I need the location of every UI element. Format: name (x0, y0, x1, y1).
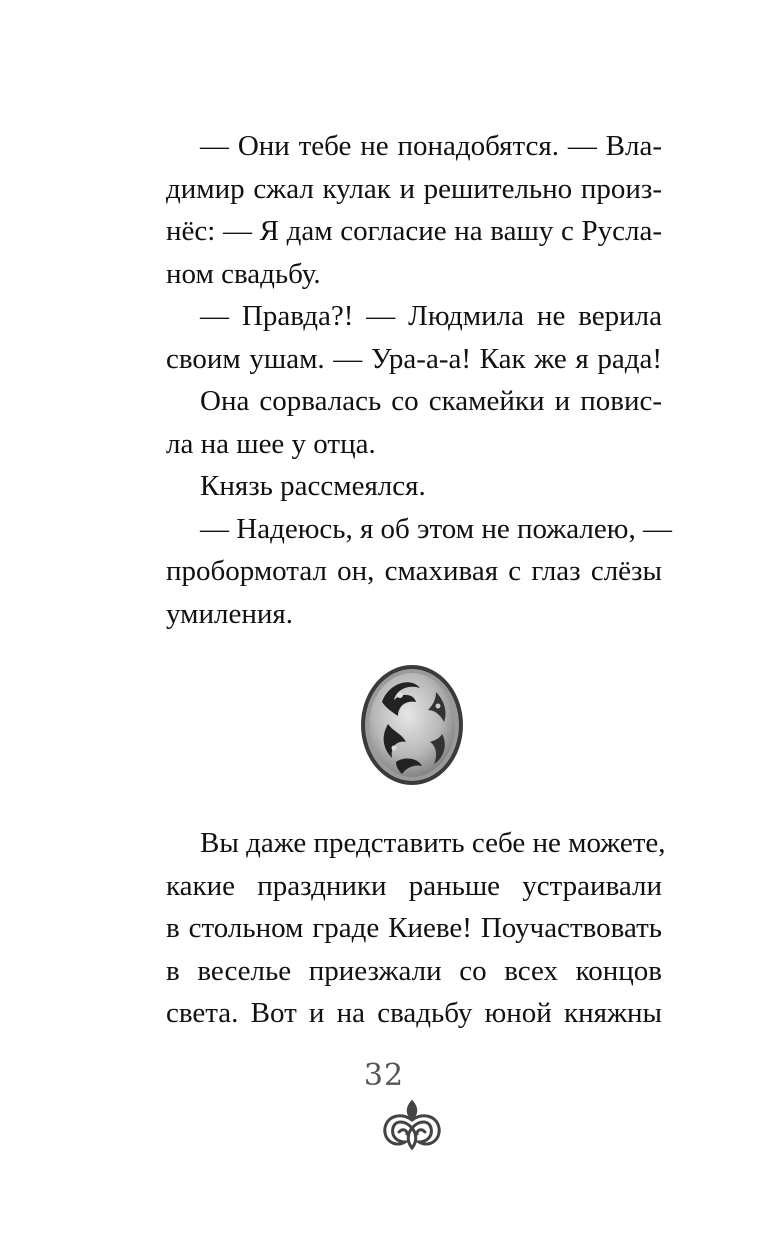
text-line: — Они тебе не понадобятся. — Вла- (200, 130, 662, 162)
text-line: — Правда?! — Людмила не верила (200, 300, 662, 332)
body-text-top (166, 125, 672, 635)
text-line: димир сжал кулак и решительно произ- (166, 172, 662, 205)
text-line: в веселье приезжали со всех концов (166, 954, 662, 987)
text-line: своим ушам. — Ура-а-а! Как же я рада! (166, 342, 662, 375)
text-line: нёс: — Я дам согласие на вашу с Русла- (166, 215, 662, 247)
text-line: умиления. (166, 597, 293, 630)
text-line: пробормотал он, смахивая с глаз слёзы (166, 555, 662, 587)
text-line: Князь рассмеялся. (200, 470, 426, 502)
text-line: ла на шее у отца. (166, 427, 376, 460)
body-text-bottom (166, 822, 666, 1035)
text-line: ном свадьбу. (166, 257, 321, 290)
text-line: какие праздники раньше устраивали (166, 869, 662, 902)
text-line: Вы даже представить себе не можете, (200, 827, 666, 859)
floral-footer-ornament-icon (379, 1098, 445, 1152)
text-line: в стольном граде Киеве! Поучаствовать (166, 912, 662, 944)
oval-medallion-ornament (358, 662, 466, 788)
text-line: — Надеюсь, я об этом не пожалею, — (200, 512, 672, 545)
text-line: света. Вот и на свадьбу юной княжны (166, 997, 662, 1029)
page-number: 32 (363, 1058, 405, 1093)
text-line: Она сорвалась со скамейки и повис- (200, 385, 662, 417)
